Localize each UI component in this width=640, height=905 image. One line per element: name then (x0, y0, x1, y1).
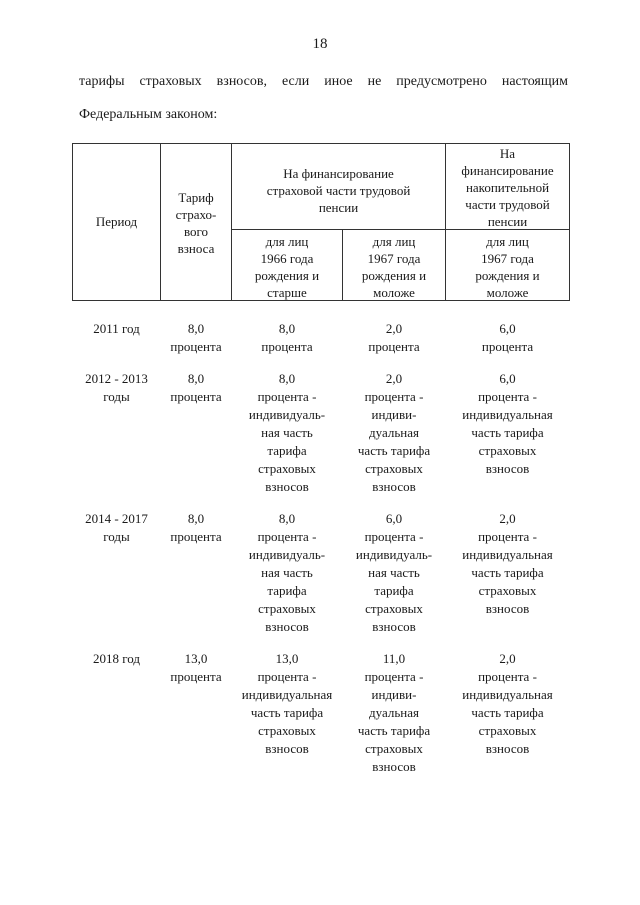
cell-insurance-younger: 2,0 процента - индиви- дуальная часть тарифа страховых взносов (357, 371, 431, 494)
cell-insurance-older: 13,0 процента - индивидуальная часть тарифа страховых взносов (241, 651, 333, 756)
header-born-1967-younger: для лиц 1967 года рождения и моложе (361, 234, 427, 300)
cell-funded: 2,0 процента - индивидуальная часть тарифа страховых взносов (462, 651, 553, 756)
cell-tariff: 13,0 процента (170, 651, 222, 684)
header-period: Период (95, 214, 138, 229)
cell-insurance-younger: 11,0 процента - индиви- дуальная часть тарифа страховых взносов (357, 651, 431, 774)
grid-line-top (72, 143, 570, 144)
cell-funded: 6,0 процента (481, 321, 534, 354)
grid-line-right (569, 143, 570, 301)
intro-text-line-2: Федеральным законом: (79, 107, 218, 122)
header-funded-part: На финансирование накопительной части трудовой пенсии (461, 146, 554, 229)
page-number: 18 (312, 36, 328, 52)
cell-period: 2011 год (93, 321, 140, 336)
cell-insurance-older: 8,0 процента - индивидуаль- ная часть тарифа страховых взносов (248, 511, 326, 634)
cell-period: 2012 - 2013 годы (85, 371, 148, 404)
intro-text-line-1: тарифы страховых взносов, если иное не предусмотрено настоящим (79, 74, 568, 89)
cell-tariff: 8,0 процента (170, 321, 222, 354)
header-born-1966-older: для лиц 1966 года рождения и старше (254, 234, 320, 300)
cell-period: 2018 год (93, 651, 140, 666)
header-tariff: Тариф страхо- вого взноса (175, 190, 217, 256)
cell-funded: 2,0 процента - индивидуальная часть тарифа страховых взносов (462, 511, 553, 616)
header-insurance-part: На финансирование страховой части трудовой пенсии (266, 166, 411, 215)
cell-funded: 6,0 процента - индивидуальная часть тарифа страховых взносов (462, 371, 553, 476)
cell-tariff: 8,0 процента (170, 371, 222, 404)
cell-insurance-older: 8,0 процента - индивидуаль- ная часть тарифа страховых взносов (248, 371, 326, 494)
cell-insurance-older: 8,0 процента (261, 321, 313, 354)
cell-insurance-younger: 6,0 процента - индивидуаль- ная часть тарифа страховых взносов (355, 511, 433, 634)
cell-period: 2014 - 2017 годы (85, 511, 148, 544)
header-funded-born-1967-younger: для лиц 1967 года рождения и моложе (475, 234, 540, 300)
cell-insurance-younger: 2,0 процента (368, 321, 420, 354)
cell-tariff: 8,0 процента (170, 511, 222, 544)
